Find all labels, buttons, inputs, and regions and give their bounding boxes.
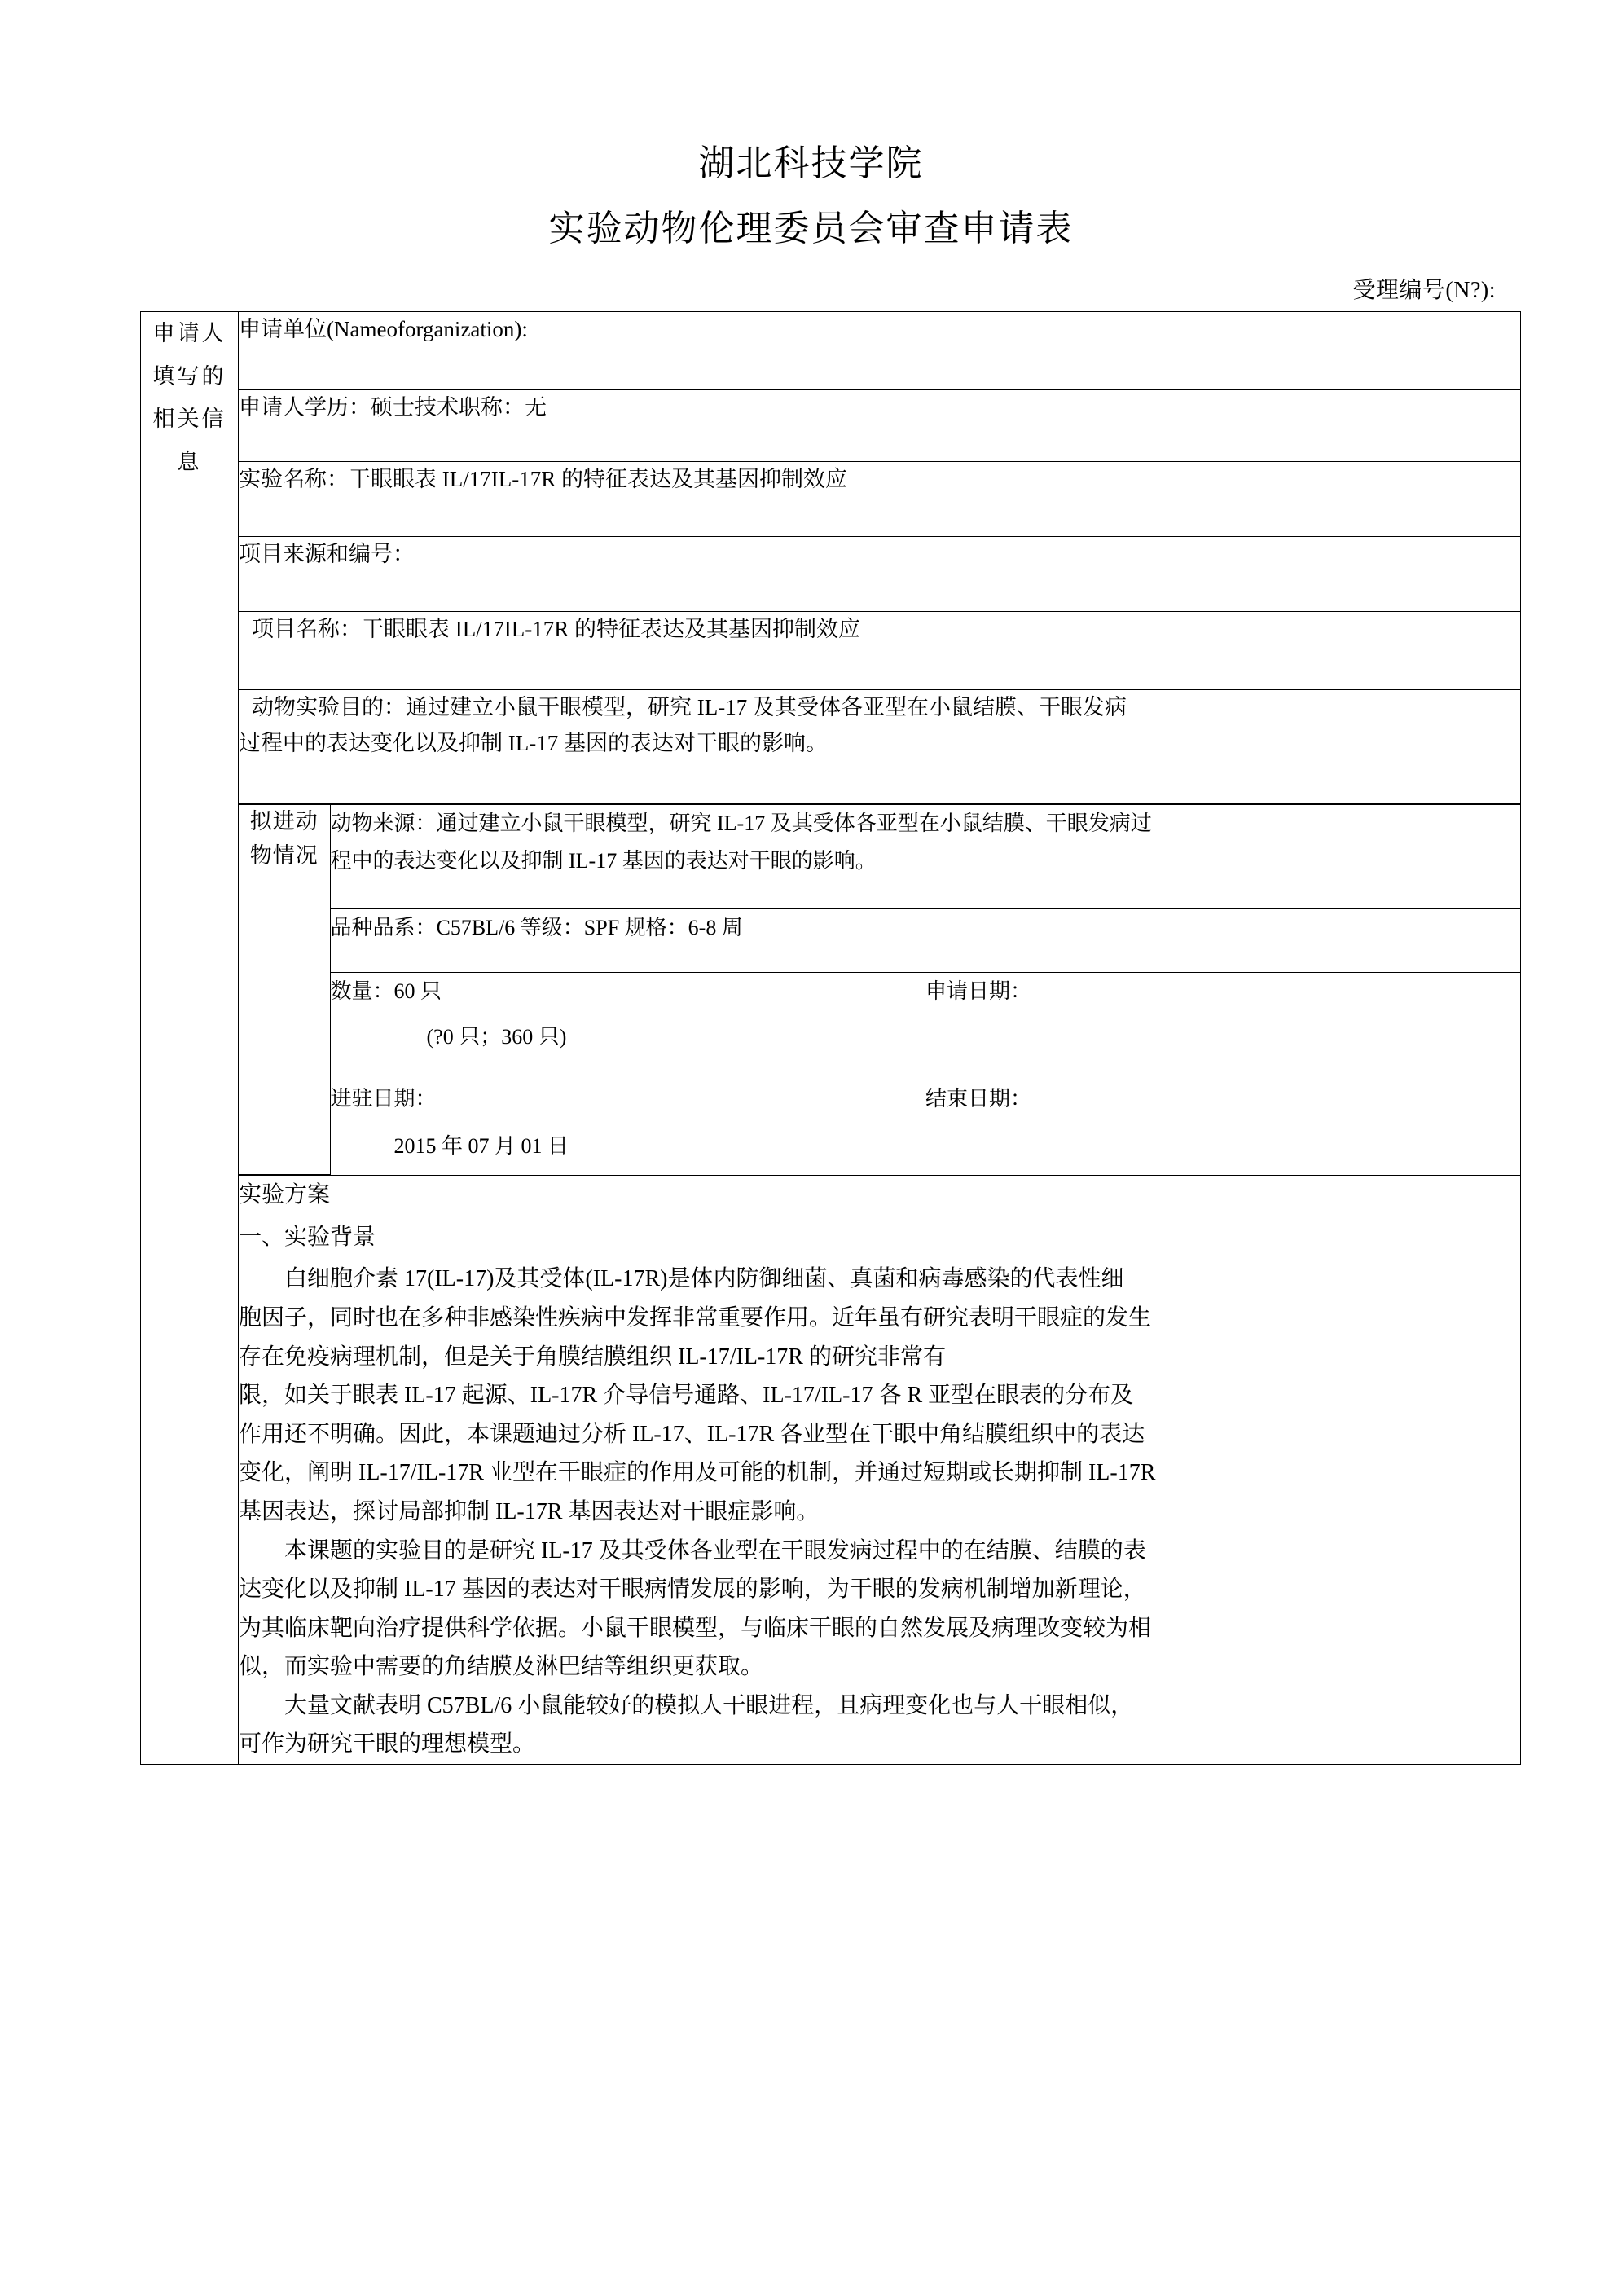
plan-paragraph-2-line-3: 为其临床靶向治疗提供科学依据。小鼠干眼模型，与临床干眼的自然发展及病理改变较为相 [239, 1615, 1152, 1641]
page-title: 湖北科技学院 [698, 143, 924, 183]
entry-date-value: 2015 年 07 月 01 日 [393, 1133, 569, 1158]
table-row [239, 909, 1520, 973]
field-entry-date [330, 1080, 925, 1175]
plan-section-1-heading: 一、实验背景 [239, 1224, 376, 1250]
table-row [141, 804, 1521, 1176]
table-row [141, 690, 1521, 804]
animal-purpose-line-1: 动物实验目的：通过建立小鼠干眼模型，研究 IL-17 及其受体各亚型在小鼠结膜、干眼发病 [252, 695, 1127, 720]
animal-details-container [239, 804, 1521, 1176]
table-row [141, 612, 1521, 690]
page-subtitle: 实验动物伦理委员会审查申请表 [548, 209, 1074, 249]
experiment-plan-cell [239, 1176, 1521, 1765]
plan-paragraph-1-line-6: 变化，阐明 IL-17/IL-17R 业型在干眼症的作用及可能的机制，并通过短期或长期抑制 IL-17R [239, 1460, 1156, 1486]
entry-date-label: 进驻日期： [330, 1087, 437, 1111]
field-quantity [330, 973, 925, 1080]
table-row [239, 973, 1520, 1080]
plan-paragraph-1-line-7: 基因表达，探讨局部抑制 IL-17R 基因表达对干眼症影响。 [239, 1498, 820, 1524]
plan-paragraph-2-line-1: 本课题的实验目的是研究 IL-17 及其受体各业型在干眼发病过程中的在结膜、结膜的表 [284, 1537, 1146, 1564]
plan-paragraph-1-line-4: 限，如关于眼表 IL-17 起源、IL-17R 介导信号通路、IL-17/IL-17 各 R 亚型在眼表的分布及 [239, 1383, 1134, 1409]
table-row [141, 1176, 1521, 1765]
field-project-source: 项目来源和编号： [239, 537, 1521, 612]
plan-paragraph-3-line-1: 大量文献表明 C57BL/6 小鼠能较好的模拟人干眼进程，且病理变化也与人干眼相似， [284, 1692, 1134, 1718]
plan-paragraph-1-line-2: 胞因子，同时也在多种非感染性疾病中发挥非常重要作用。近年虽有研究表明干眼症的发生 [239, 1304, 1152, 1331]
animal-details-table [239, 804, 1520, 1175]
plan-paragraph-3-line-2: 可作为研究干眼的理想模型。 [239, 1731, 536, 1757]
animal-source-line-2: 程中的表达变化以及抑制 IL-17 基因的表达对干眼的影响。 [330, 848, 877, 873]
table-row [141, 462, 1521, 537]
plan-paragraph-1-line-1: 白细胞介素 17(IL-17)及其受体(IL-17R)是体内防御细菌、真菌和病毒感染的代表性细 [284, 1266, 1124, 1292]
field-organization: 申请单位(Nameoforganization): [239, 312, 1521, 390]
animal-purpose-line-2: 过程中的表达变化以及抑制 IL-17 基因的表达对干眼的影响。 [239, 730, 828, 755]
field-end-date: 结束日期： [925, 1080, 1521, 1175]
plan-paragraph-2-line-4: 似，而实验中需要的角结膜及淋巴结等组织更获取。 [239, 1654, 764, 1680]
table-row [239, 805, 1520, 909]
side-column-applicant-info: 申请人填写的相关信息 [141, 312, 239, 1765]
plan-heading: 实验方案 [239, 1182, 331, 1208]
field-apply-date: 申请日期： [925, 973, 1521, 1080]
document-header [0, 0, 1622, 253]
field-animal-purpose [239, 690, 1521, 804]
field-strain-grade-spec: 品种品系：C57BL/6 等级：SPF 规格：6-8 周 [330, 909, 1520, 973]
table-row [239, 1080, 1520, 1175]
plan-paragraph-1-line-5: 作用还不明确。因此，本课题迪过分析 IL-17、IL-17R 各业型在干眼中角结膜组织中的表达 [239, 1421, 1145, 1447]
animal-source-line-1: 动物来源：通过建立小鼠干眼模型，研究 IL-17 及其受体各亚型在小鼠结膜、干眼发病过 [330, 812, 1152, 836]
application-form-table [140, 311, 1521, 1765]
field-project-name: 项目名称：干眼眼表 IL/17IL-17R 的特征表达及其基因抑制效应 [239, 612, 1521, 690]
plan-paragraph-2-line-2: 达变化以及抑制 IL-17 基因的表达对干眼病情发展的影响，为干眼的发病机制增加新理论， [239, 1577, 1146, 1603]
field-animal-source [330, 805, 1520, 909]
quantity-main: 数量：60 只 [330, 979, 442, 1004]
animal-details-label: 拟进动物情况 [239, 805, 330, 1175]
quantity-sub: (?0 只；360 只) [426, 1024, 567, 1049]
field-experiment-name: 实验名称：干眼眼表 IL/17IL-17R 的特征表达及其基因抑制效应 [239, 462, 1521, 537]
field-education-title: 申请人学历：硕士技术职称：无 [239, 390, 1521, 462]
accept-number-label: 受理编号(N?): [1352, 278, 1496, 304]
table-row [141, 390, 1521, 462]
table-row [141, 312, 1521, 390]
table-row [141, 537, 1521, 612]
plan-paragraph-1-line-3: 存在免疫病理机制，但是关于角膜结膜组织 IL-17/IL-17R 的研究非常有 [239, 1344, 946, 1370]
